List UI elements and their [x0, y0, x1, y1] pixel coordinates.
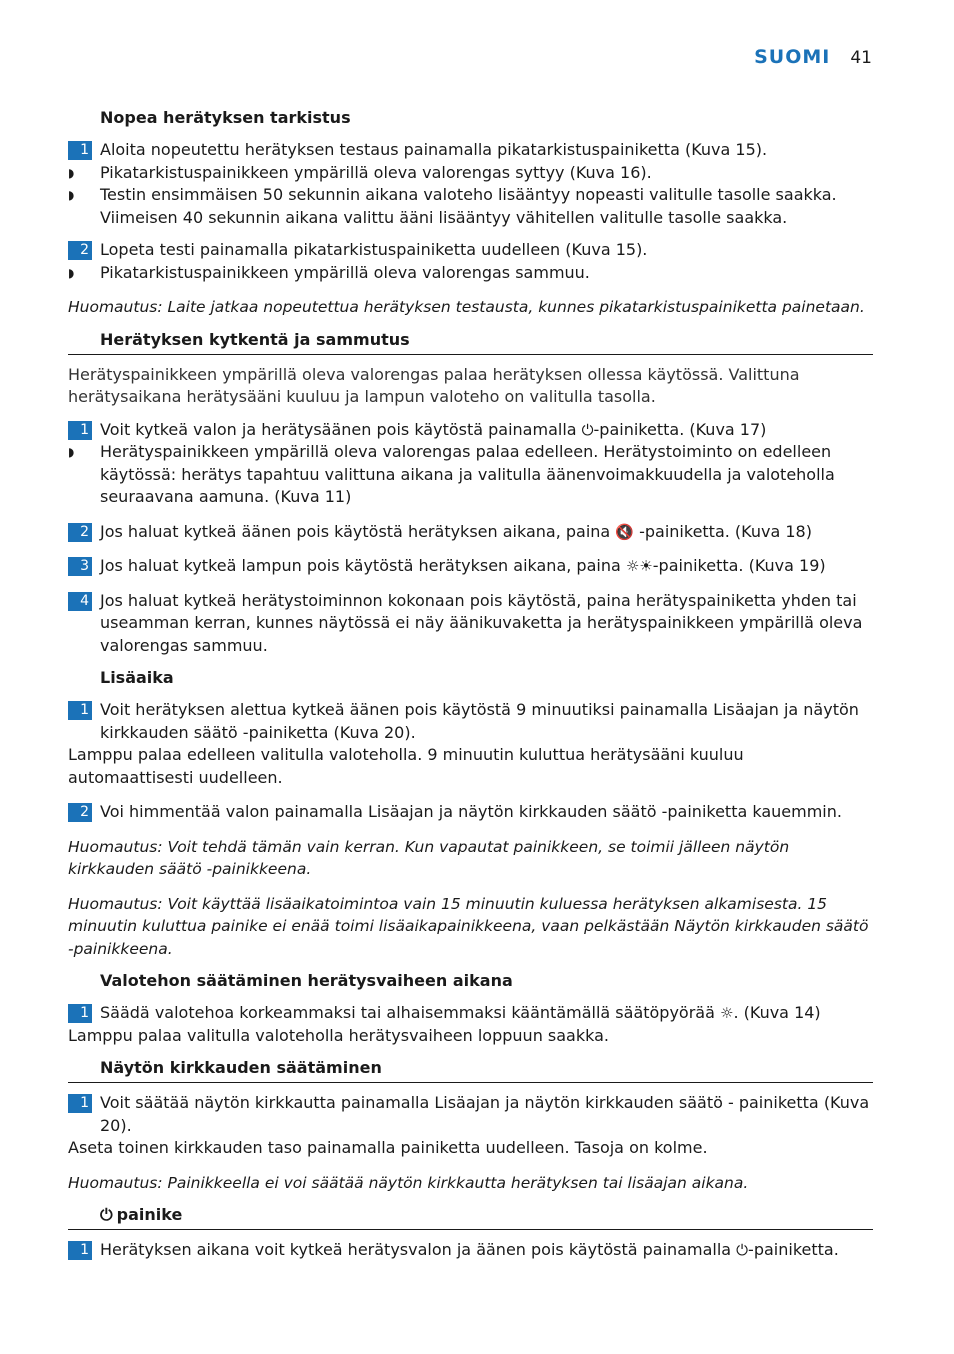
step-text: Jos haluat kytkeä lampun pois käytöstä herätyksen aikana, paina [100, 556, 626, 575]
step-item [68, 1002, 873, 1025]
step-item [68, 521, 873, 544]
step-text: -painiketta. (Kuva 19) [652, 556, 826, 575]
power-icon: ⏻ [736, 1241, 749, 1259]
section-title-text: painike [116, 1205, 183, 1224]
step-number: 2 [68, 803, 92, 822]
bullet-text: Testin ensimmäisen 50 sekunnin aikana valoteho lisääntyy nopeasti valitulle tasolle saakka. Viimeisen 40 sekunnin aikana valittu ääni lisääntyy vähitellen valitulle tasolle saakka. [100, 185, 837, 227]
step-item [68, 590, 873, 658]
step-text: Säädä valotehoa korkeammaksi tai alhaisemmaksi kääntämällä säätöpyörää [100, 1003, 720, 1022]
step-text: Voit herätyksen alettua kytkeä äänen pois käytöstä 9 minuutiksi painamalla Lisäajan ja näytön kirkkauden säätö -painiketta (Kuva 20). [100, 700, 859, 742]
step-number: 1 [68, 1094, 92, 1113]
page-number: 41 [850, 48, 872, 68]
body-text: Lamppu palaa valitulla valoteholla herätysvaiheen loppuun saakka. [68, 1025, 609, 1045]
light-icon: ☼☀ [625, 557, 653, 575]
step-item [68, 699, 873, 744]
step-item [68, 801, 873, 824]
step-item [68, 1239, 873, 1262]
bullet-icon: ◗ [68, 165, 75, 180]
bullet-item [68, 441, 873, 509]
step-item [68, 419, 873, 442]
step-item [68, 1092, 873, 1137]
step-text: Jos haluat kytkeä äänen pois käytöstä herätyksen aikana, paina [100, 521, 616, 541]
step-text: Aloita nopeutettu herätyksen testaus painamalla pikatarkistuspainiketta (Kuva 15). [100, 140, 768, 159]
section-title: Lisäaika [100, 668, 174, 687]
power-icon: ⏻ [581, 420, 594, 439]
step-text: Voi himmentää valon painamalla Lisäajan ja näytön kirkkauden säätö -painiketta kauemmin. [100, 802, 842, 821]
bullet-text: Pikatarkistuspainikkeen ympärillä oleva valorengas syttyy (Kuva 16). [100, 162, 652, 182]
step-number: 2 [68, 523, 92, 542]
sun-icon: ☼ [720, 1004, 734, 1022]
section-title: Näytön kirkkauden säätäminen [68, 1056, 873, 1083]
bullet-icon: ◗ [68, 265, 75, 280]
step-text: . (Kuva 14) [733, 1003, 821, 1022]
bullet-text: Herätyspainikkeen ympärillä oleva valorengas palaa edelleen. Herätystoiminto on edelleen käytössä: herätys tapahtuu valittuna aikana ja valitulla äänenvoimakkuudella ja valoteholla seuraavana aamuna. (Kuva 11) [100, 442, 835, 506]
step-number: 2 [68, 241, 92, 260]
page-header [754, 46, 872, 68]
bullet-icon: ◗ [68, 445, 75, 459]
step-number: 1 [68, 701, 92, 720]
step-text: Voit säätää näytön kirkkautta painamalla Lisäajan ja näytön kirkkauden säätö - painiketta (Kuva 20). [100, 1093, 870, 1135]
note-text: Huomautus: Painikkeella ei voi säätää näytön kirkkautta herätyksen tai lisäajan aikana. [68, 1173, 749, 1192]
step-number: 4 [68, 592, 92, 611]
section-title: Valotehon säätäminen herätysvaiheen aikana [100, 971, 513, 990]
step-text: -painiketta. (Kuva 18) [634, 521, 812, 541]
step-item [68, 555, 873, 578]
step-text: -painiketta. [748, 1240, 839, 1259]
section-title: Nopea herätyksen tarkistus [100, 108, 351, 127]
bullet-item [68, 184, 873, 229]
step-text: Herätyksen aikana voit kytkeä herätysvalon ja äänen pois käytöstä painamalla [100, 1240, 737, 1259]
step-number: 3 [68, 557, 92, 576]
step-text: Jos haluat kytkeä herätystoiminnon kokonaan pois käytöstä, paina herätyspainiketta yhden tai useamman kerran, kunnes näytössä ei näy äänikuvaketta ja herätyspainikkeen ympärillä oleva valorengas sammuu. [100, 590, 863, 655]
step-number: 1 [68, 141, 92, 160]
bullet-icon: ◗ [68, 188, 75, 202]
bullet-item [68, 162, 873, 185]
body-text: Lamppu palaa edelleen valitulla valoteholla. 9 minuutin kuluttua herätysääni kuuluu automaattisesti uudelleen. [68, 745, 744, 787]
note-text: Huomautus: Voit tehdä tämän vain kerran. Kun vapautat painikkeen, se toimii jälleen näytön kirkkauden säätö -painikkeena. [68, 837, 790, 878]
intro-text: Herätyspainikkeen ympärillä oleva valorengas palaa herätyksen ollessa käytössä. Valittuna herätysaikana herätysääni kuuluu ja lampun valoteho on valitulla tasolla. [68, 364, 800, 406]
step-number: 1 [68, 1241, 92, 1260]
step-item [68, 239, 873, 262]
step-text: Voit kytkeä valon ja herätysäänen pois käytöstä painamalla [100, 419, 582, 439]
step-number: 1 [68, 421, 92, 440]
language-label: SUOMI [754, 46, 831, 68]
bullet-item [68, 262, 873, 285]
bullet-text: Pikatarkistuspainikkeen ympärillä oleva valorengas sammuu. [100, 262, 590, 282]
body-text: Aseta toinen kirkkauden taso painamalla painiketta uudelleen. Tasoja on kolme. [68, 1138, 708, 1157]
page-content [68, 106, 873, 1262]
step-number: 1 [68, 1004, 92, 1023]
note-text: Huomautus: Laite jatkaa nopeutettua herätyksen testausta, kunnes pikatarkistuspainiketta painetaan. [68, 298, 865, 316]
step-text: -painiketta. (Kuva 17) [593, 419, 767, 439]
step-text: Lopeta testi painamalla pikatarkistuspainiketta uudelleen (Kuva 15). [100, 240, 648, 259]
note-text: Huomautus: Voit käyttää lisäaikatoimintoa vain 15 minuutin kuluessa herätyksen alkamisesta. 15 minuutin kuluttua painike ei enää toimi lisäaikapainikkeena, vaan pelkästään Näytön kirkkauden säätö -painikkeena. [68, 894, 869, 958]
step-item [68, 139, 873, 162]
mute-icon: 🔇 [615, 522, 635, 541]
section-title: Herätyksen kytkentä ja sammutus [68, 328, 873, 355]
power-icon: ⏻ [100, 1205, 113, 1224]
section-title [68, 1203, 873, 1230]
